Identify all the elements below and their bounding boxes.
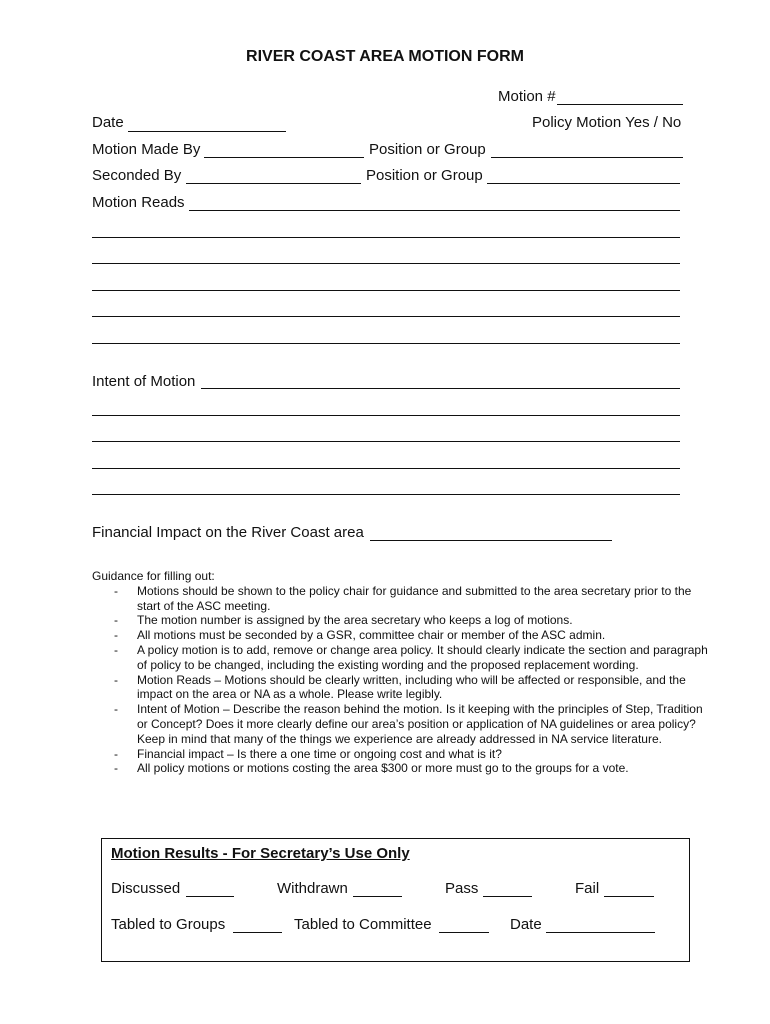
tabled-to-committee-field[interactable] xyxy=(439,932,489,933)
guidance-item-text: Motion Reads – Motions should be clearly written, including who will be affected or responsible, and the impact on the area or NA as a whole. Please write legibly. xyxy=(137,672,686,702)
motion-reads-line[interactable] xyxy=(92,290,680,291)
date-label: Date xyxy=(92,114,124,131)
guidance-item xyxy=(92,584,712,614)
intent-line[interactable] xyxy=(92,415,680,416)
motion-reads-line[interactable] xyxy=(92,237,680,238)
intent-line[interactable] xyxy=(92,441,680,442)
motion-number-field[interactable] xyxy=(557,104,683,105)
motion-number-label: Motion # xyxy=(498,88,556,105)
date-field[interactable] xyxy=(128,131,286,132)
results-date-field[interactable] xyxy=(546,932,655,933)
motion-reads-field[interactable] xyxy=(189,210,680,211)
position-or-group-field[interactable] xyxy=(487,183,680,184)
intent-label: Intent of Motion xyxy=(92,373,196,390)
withdrawn-label: Withdrawn xyxy=(277,880,348,897)
position-or-group-label: Position or Group xyxy=(366,167,483,184)
guidance-heading: Guidance for filling out: xyxy=(92,569,215,583)
withdrawn-field[interactable] xyxy=(353,896,402,897)
fail-field[interactable] xyxy=(604,896,654,897)
guidance-item-text: A policy motion is to add, remove or change area policy. It should clearly indicate the section and paragraph of policy to be changed, including the existing wording and the proposed replacement wording. xyxy=(137,642,708,672)
motion-reads-line[interactable] xyxy=(92,343,680,344)
position-or-group-field[interactable] xyxy=(491,157,683,158)
pass-label: Pass xyxy=(445,880,479,897)
discussed-label: Discussed xyxy=(111,880,181,897)
tabled-to-groups-field[interactable] xyxy=(233,932,282,933)
guidance-item-text: All motions must be seconded by a GSR, committee chair or member of the ASC admin. xyxy=(137,628,606,643)
financial-impact-label: Financial Impact on the River Coast area xyxy=(92,524,364,541)
bullet-dash: - xyxy=(114,702,118,717)
financial-impact-field[interactable] xyxy=(370,540,612,541)
fail-label: Fail xyxy=(575,880,600,897)
guidance-item xyxy=(92,673,712,703)
position-or-group-label: Position or Group xyxy=(369,141,486,158)
intent-line[interactable] xyxy=(92,494,680,495)
guidance-item-text: Motions should be shown to the policy chair for guidance and submitted to the area secretary prior to the start of the ASC meeting. xyxy=(137,583,692,613)
guidance-section xyxy=(92,569,712,776)
motion-made-by-label: Motion Made By xyxy=(92,141,201,158)
form-title: RIVER COAST AREA MOTION FORM xyxy=(246,48,524,65)
guidance-item-text: All policy motions or motions costing the area $300 or more must go to the groups for a vote. xyxy=(137,761,629,776)
motion-made-by-field[interactable] xyxy=(204,157,364,158)
guidance-item xyxy=(92,628,712,643)
intent-line[interactable] xyxy=(92,468,680,469)
guidance-item-text: The motion number is assigned by the area secretary who keeps a log of motions. xyxy=(137,613,573,628)
motion-reads-line[interactable] xyxy=(92,316,680,317)
bullet-dash: - xyxy=(114,642,118,657)
motion-reads-label: Motion Reads xyxy=(92,194,185,211)
policy-motion-label[interactable]: Policy Motion Yes / No xyxy=(532,114,682,131)
guidance-item xyxy=(92,643,712,673)
guidance-item xyxy=(92,761,712,776)
seconded-by-label: Seconded By xyxy=(92,167,182,184)
intent-field[interactable] xyxy=(201,388,680,389)
motion-results-box xyxy=(101,838,690,962)
discussed-field[interactable] xyxy=(186,896,234,897)
guidance-item xyxy=(92,702,712,746)
bullet-dash: - xyxy=(114,672,118,687)
guidance-item-text: Financial impact – Is there a one time or ongoing cost and what is it? xyxy=(137,746,502,761)
bullet-dash: - xyxy=(114,761,118,776)
results-date-label: Date xyxy=(510,916,542,933)
bullet-dash: - xyxy=(114,628,118,643)
seconded-by-field[interactable] xyxy=(186,183,361,184)
guidance-item-text: Intent of Motion – Describe the reason behind the motion. Is it keeping with the principles of Step, Tradition or Concept? Does it more clearly define our area’s position or application of NA guidelines or area policy? Keep in mind that many of the things we experience are already addressed in NA service literature. xyxy=(137,702,703,746)
bullet-dash: - xyxy=(114,613,118,628)
pass-field[interactable] xyxy=(483,896,532,897)
bullet-dash: - xyxy=(114,746,118,761)
bullet-dash: - xyxy=(114,583,118,598)
guidance-item xyxy=(92,613,712,628)
guidance-item xyxy=(92,747,712,762)
tabled-to-groups-label: Tabled to Groups xyxy=(111,916,226,933)
motion-reads-line[interactable] xyxy=(92,263,680,264)
motion-results-title: Motion Results - For Secretary’s Use Only xyxy=(111,845,410,862)
guidance-list xyxy=(92,584,712,776)
tabled-to-committee-label: Tabled to Committee xyxy=(294,916,432,933)
